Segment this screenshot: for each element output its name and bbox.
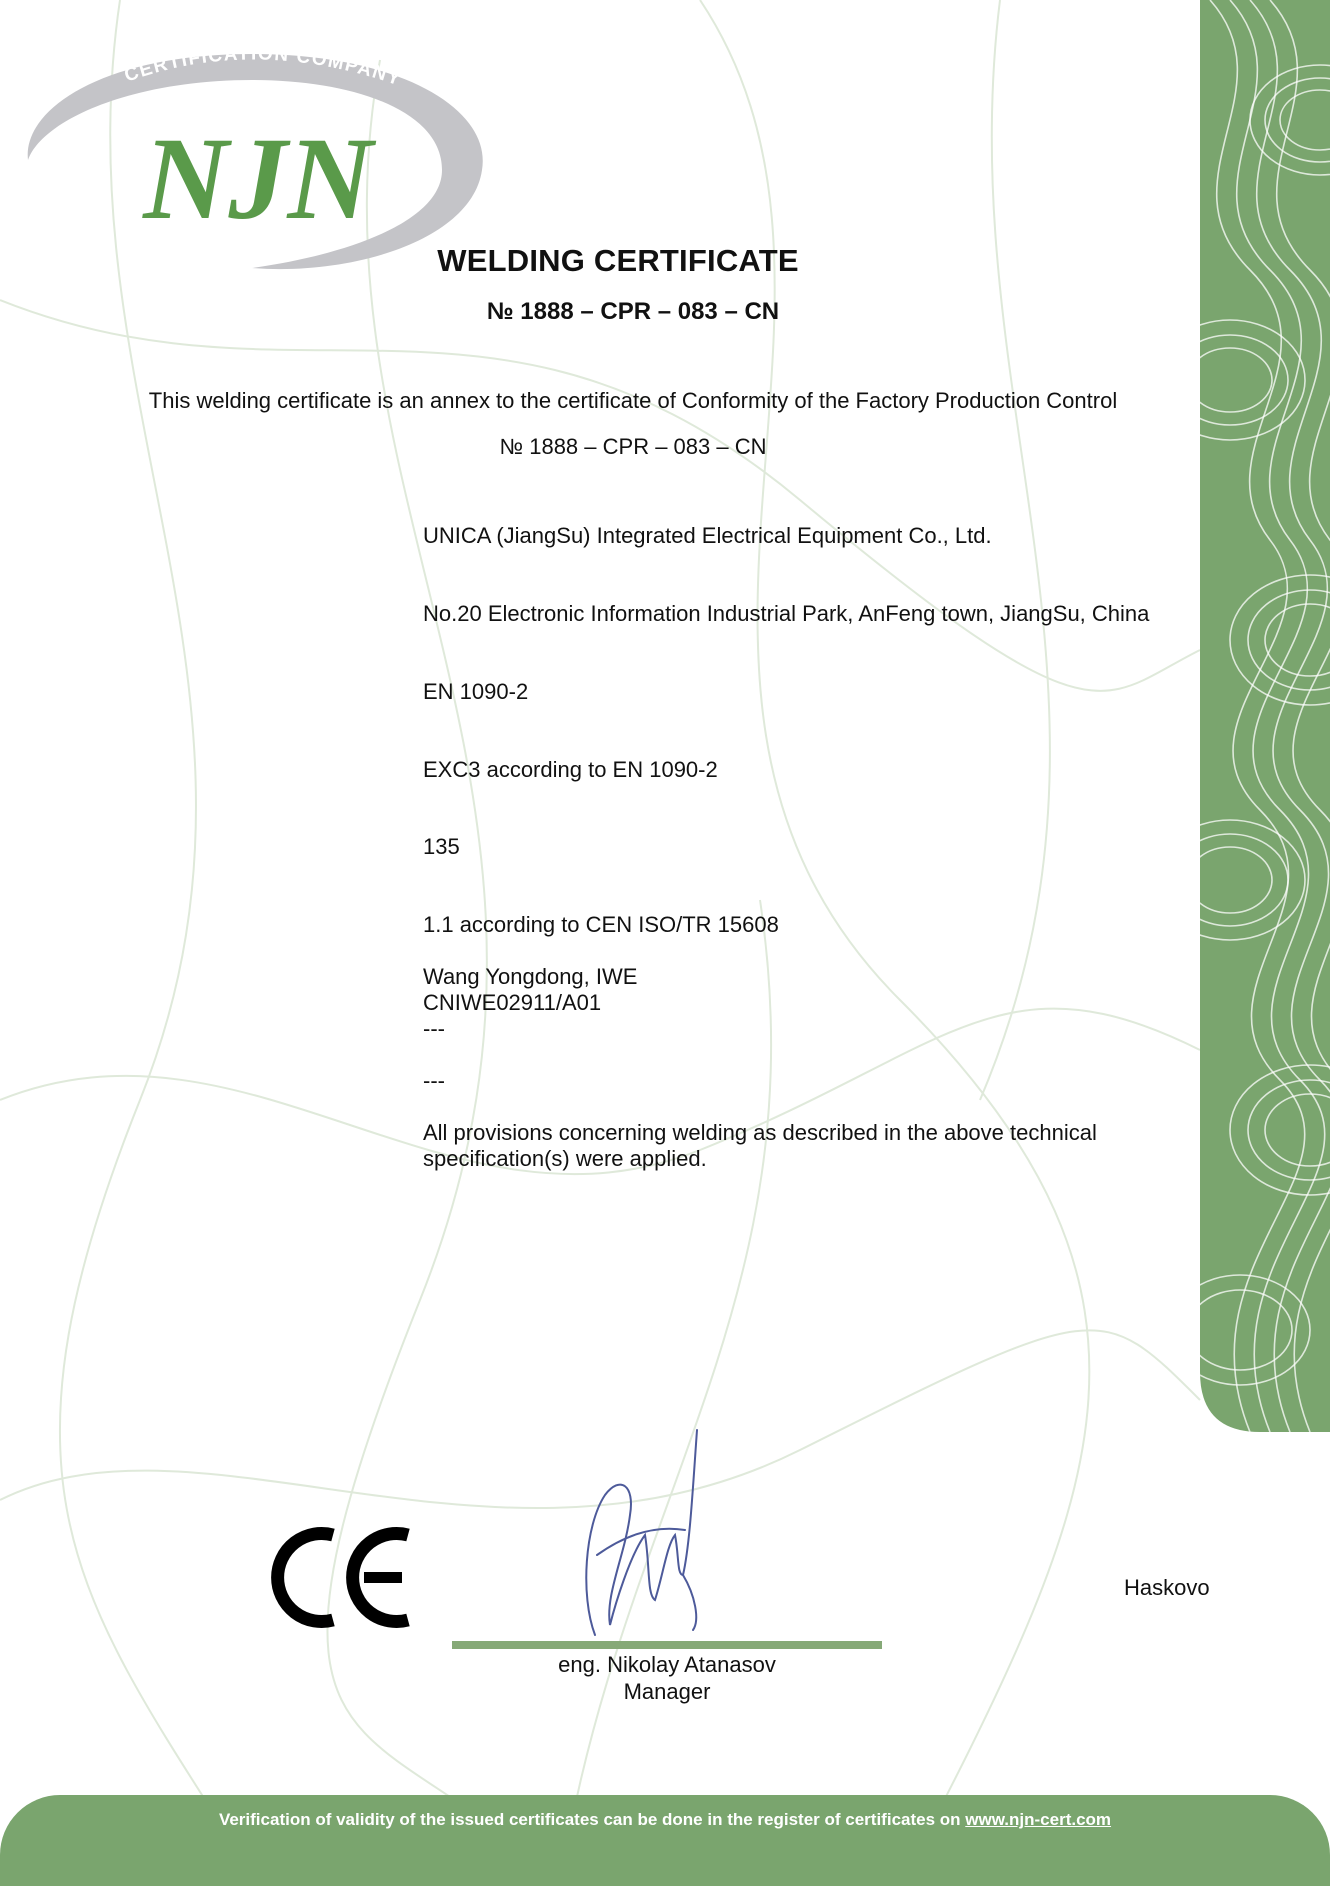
- decorative-side-band: [1200, 0, 1330, 1432]
- substitute-value: ---: [423, 1016, 445, 1041]
- confirmation-value-line2: specification(s) were applied.: [423, 1146, 707, 1171]
- certificate-title: WELDING CERTIFICATE: [437, 243, 799, 278]
- execution-class-value: EXC3 according to EN 1090-2: [423, 757, 718, 782]
- footer-message: Verification of validity of the issued certificates can be done in the register of certificates on: [218, 1810, 966, 1829]
- signer-name: eng. Nikolay Atanasov: [558, 1652, 776, 1677]
- signer-role: Manager: [623, 1679, 711, 1704]
- welding-coordinator-name: Wang Yongdong, IWE: [423, 964, 638, 989]
- signature-line: [452, 1641, 882, 1649]
- footer-text: [0, 1810, 1330, 1830]
- logo-letters: NJN: [143, 113, 373, 244]
- remarks-value: ---: [423, 1068, 445, 1093]
- welding-coordinator-id: CNIWE02911/A01: [423, 990, 602, 1015]
- welding-factory-value: No.20 Electronic Information Industrial Park, AnFeng town, JiangSu, China: [423, 601, 1150, 626]
- welding-processes-value: 135: [423, 834, 460, 859]
- intro-certificate-number: № 1888 – CPR – 083 – CN: [499, 434, 767, 459]
- manufacturer-value: UNICA (JiangSu) Integrated Electrical Equipment Co., Ltd.: [423, 523, 992, 548]
- ce-mark-icon: [270, 1525, 420, 1630]
- issue-city: Haskovo: [1124, 1575, 1210, 1600]
- signature-mark: [575, 1425, 715, 1640]
- material-group-value: 1.1 according to CEN ISO/TR 15608: [423, 912, 779, 937]
- technical-specification-value: EN 1090-2: [423, 679, 529, 704]
- logo-arc-text: CERTIFICATION COMPANY: [121, 43, 405, 91]
- footer-register-link[interactable]: www.njn-cert.com: [965, 1810, 1112, 1829]
- footer-band: [0, 1795, 1330, 1886]
- certificate-number: № 1888 – CPR – 083 – CN: [486, 298, 780, 325]
- intro-text: This welding certificate is an annex to the certificate of Conformity of the Factory Production Control: [148, 388, 1118, 413]
- confirmation-value-line1: All provisions concerning welding as described in the above technical: [423, 1120, 1097, 1145]
